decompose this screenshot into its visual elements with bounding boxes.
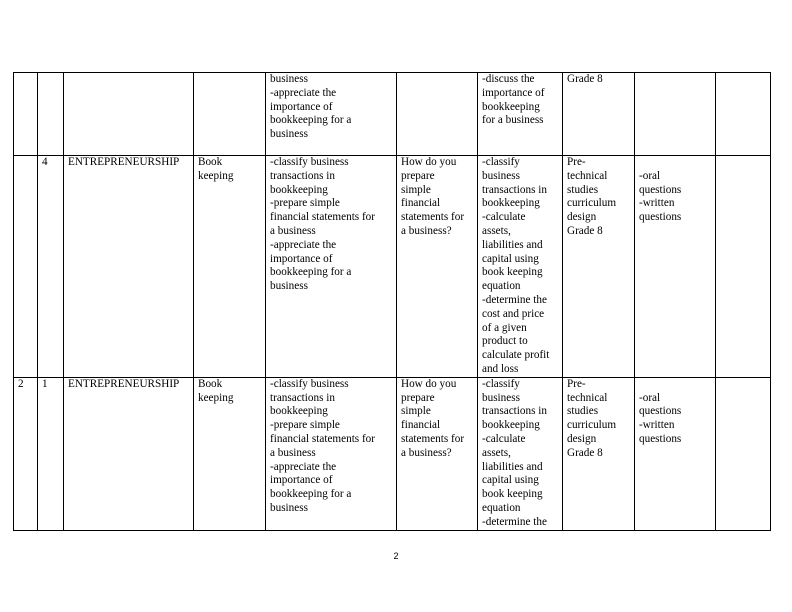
- table-row: [14, 73, 771, 156]
- lesson-cell: [38, 73, 64, 156]
- learning-outcomes-cell: business -appreciate the importance of bookkeeping for a business: [266, 73, 397, 156]
- inquiry-question-cell: How do you prepare simple financial statements for a business?: [397, 377, 478, 530]
- remarks-cell: [716, 156, 771, 378]
- assessment-cell: [635, 73, 716, 156]
- resources-cell: Grade 8: [563, 73, 635, 156]
- sub-strand-cell: Book keeping: [194, 156, 266, 378]
- week-cell: 2: [14, 377, 38, 530]
- strand-cell: ENTREPRENEURSHIP: [64, 156, 194, 378]
- learning-outcomes-cell: -classify business transactions in bookkeeping -prepare simple financial statements for a business -appreciate the importance of bookkeeping for a business: [266, 377, 397, 530]
- learning-experiences-cell: -classify business transactions in bookkeeping -calculate assets, liabilities and capital using book keeping equation -determine the: [478, 377, 563, 530]
- sub-strand-cell: Book keeping: [194, 377, 266, 530]
- strand-cell: ENTREPRENEURSHIP: [64, 377, 194, 530]
- table-row: [14, 377, 771, 530]
- inquiry-question-cell: [397, 73, 478, 156]
- assessment-cell: -oral questions -written questions: [635, 156, 716, 378]
- lesson-cell: 4: [38, 156, 64, 378]
- resources-cell: Pre- technical studies curriculum design Grade 8: [563, 377, 635, 530]
- remarks-cell: [716, 73, 771, 156]
- sub-strand-cell: [194, 73, 266, 156]
- remarks-cell: [716, 377, 771, 530]
- week-cell: [14, 156, 38, 378]
- strand-cell: [64, 73, 194, 156]
- learning-experiences-cell: -discuss the importance of bookkeeping for a business: [478, 73, 563, 156]
- inquiry-question-cell: How do you prepare simple financial statements for a business?: [397, 156, 478, 378]
- assessment-cell: -oral questions -written questions: [635, 377, 716, 530]
- resources-cell: Pre- technical studies curriculum design Grade 8: [563, 156, 635, 378]
- page-number: 2: [393, 551, 399, 561]
- learning-outcomes-cell: -classify business transactions in bookkeeping -prepare simple financial statements for a business -appreciate the importance of bookkeeping for a business: [266, 156, 397, 378]
- table-row: [14, 156, 771, 378]
- week-cell: [14, 73, 38, 156]
- lesson-cell: 1: [38, 377, 64, 530]
- learning-experiences-cell: -classify business transactions in bookkeeping -calculate assets, liabilities and capital using book keeping equation -determine the cost and price of a given product to calculate profit and loss: [478, 156, 563, 378]
- scheme-of-work-table: [13, 72, 771, 531]
